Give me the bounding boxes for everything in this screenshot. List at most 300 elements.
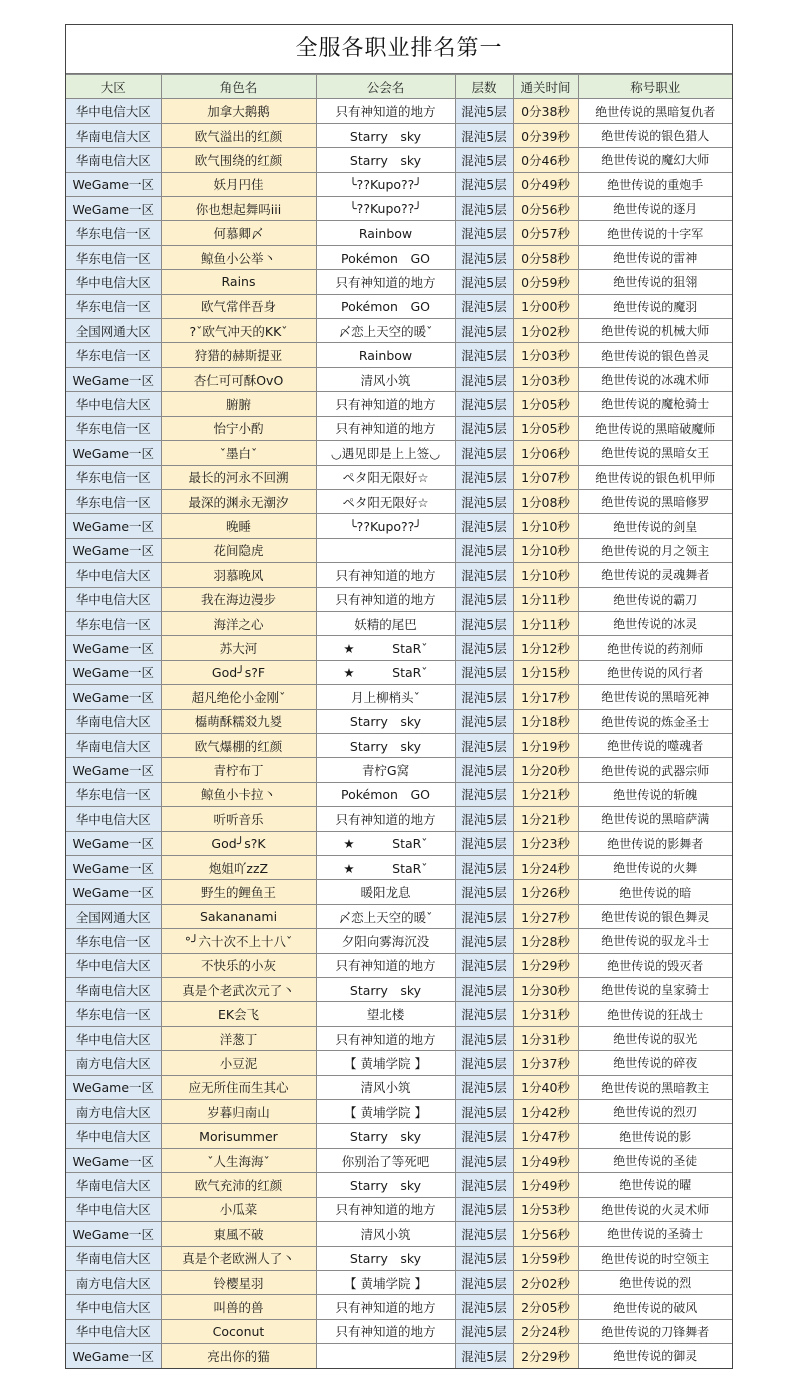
cell-title-job: 绝世传说的烈刃 [578, 1100, 732, 1124]
cell-floor: 混沌5层 [455, 1197, 513, 1221]
cell-clear-time: 1分26秒 [513, 880, 578, 904]
cell-region: 华中电信大区 [66, 1026, 161, 1050]
cell-guild-name: Starry sky [316, 1173, 455, 1197]
cell-title-job: 绝世传说的银色猎人 [578, 123, 732, 147]
table-row [66, 611, 732, 635]
cell-guild-name: 妖精的尾巴 [316, 611, 455, 635]
table-row [66, 929, 732, 953]
cell-role-name: 怡宁小酌 [161, 416, 316, 440]
cell-region: WeGame一区 [66, 758, 161, 782]
cell-clear-time: 1分10秒 [513, 538, 578, 562]
table-row [66, 904, 732, 928]
cell-role-name: 应无所住而生其心 [161, 1075, 316, 1099]
cell-title-job: 绝世传说的逐月 [578, 197, 732, 221]
cell-clear-time: 1分29秒 [513, 953, 578, 977]
cell-role-name: 苏大河 [161, 636, 316, 660]
table-row [66, 245, 732, 269]
cell-region: 南方电信大区 [66, 1270, 161, 1294]
cell-role-name: 東風不破 [161, 1222, 316, 1246]
cell-role-name: 加拿大鹅鹅 [161, 99, 316, 123]
cell-clear-time: 0分58秒 [513, 245, 578, 269]
table-row [66, 1319, 732, 1343]
cell-clear-time: 1分30秒 [513, 978, 578, 1002]
cell-region: 华中电信大区 [66, 953, 161, 977]
cell-role-name: Sakananami [161, 904, 316, 928]
cell-floor: 混沌5层 [455, 489, 513, 513]
cell-floor: 混沌5层 [455, 758, 513, 782]
cell-clear-time: 0分56秒 [513, 197, 578, 221]
table-row [66, 514, 732, 538]
cell-title-job: 绝世传说的冰灵 [578, 611, 732, 635]
cell-floor: 混沌5层 [455, 807, 513, 831]
cell-guild-name: 望北楼 [316, 1002, 455, 1026]
cell-title-job: 绝世传说的影 [578, 1124, 732, 1148]
cell-clear-time: 1分21秒 [513, 782, 578, 806]
cell-clear-time: 1分07秒 [513, 465, 578, 489]
cell-region: WeGame一区 [66, 1222, 161, 1246]
cell-title-job: 绝世传说的黑暗复仇者 [578, 99, 732, 123]
cell-title-job: 绝世传说的噬魂者 [578, 733, 732, 757]
table-row [66, 221, 732, 245]
cell-region: 华中电信大区 [66, 807, 161, 831]
cell-role-name: 鲸鱼小卡拉丶 [161, 782, 316, 806]
table-row [66, 123, 732, 147]
table-row [66, 685, 732, 709]
cell-role-name: 小豆泥 [161, 1051, 316, 1075]
header-clear-time: 通关时间 [513, 75, 578, 99]
table-row [66, 367, 732, 391]
header-guild-name: 公会名 [316, 75, 455, 99]
cell-role-name: 岁暮归南山 [161, 1100, 316, 1124]
table-row [66, 733, 732, 757]
table-row [66, 392, 732, 416]
cell-title-job: 绝世传说的雷神 [578, 245, 732, 269]
cell-guild-name: ╰??Kupo??╯ [316, 172, 455, 196]
cell-guild-name: 清风小筑 [316, 1222, 455, 1246]
cell-role-name: Morisummer [161, 1124, 316, 1148]
cell-clear-time: 1分15秒 [513, 660, 578, 684]
cell-region: WeGame一区 [66, 636, 161, 660]
cell-guild-name: Starry sky [316, 733, 455, 757]
cell-floor: 混沌5层 [455, 782, 513, 806]
cell-clear-time: 1分19秒 [513, 733, 578, 757]
cell-guild-name: 只有神知道的地方 [316, 270, 455, 294]
cell-guild-name: ★ StaRˇ [316, 856, 455, 880]
cell-title-job: 绝世传说的风行者 [578, 660, 732, 684]
cell-title-job: 绝世传说的影舞者 [578, 831, 732, 855]
header-role-name: 角色名 [161, 75, 316, 99]
cell-title-job: 绝世传说的狙翎 [578, 270, 732, 294]
cell-title-job: 绝世传说的黑暗死神 [578, 685, 732, 709]
cell-region: 华南电信大区 [66, 123, 161, 147]
cell-clear-time: 1分24秒 [513, 856, 578, 880]
cell-guild-name [316, 538, 455, 562]
cell-title-job: 绝世传说的剑皇 [578, 514, 732, 538]
cell-clear-time: 1分05秒 [513, 416, 578, 440]
cell-floor: 混沌5层 [455, 1319, 513, 1343]
cell-clear-time: 1分11秒 [513, 611, 578, 635]
cell-region: 华东电信一区 [66, 465, 161, 489]
cell-guild-name: 只有神知道的地方 [316, 1295, 455, 1319]
table-row [66, 758, 732, 782]
cell-region: WeGame一区 [66, 172, 161, 196]
cell-role-name: 超凡绝伦小金刚ˇ [161, 685, 316, 709]
cell-role-name: Rains [161, 270, 316, 294]
cell-title-job: 绝世传说的灵魂舞者 [578, 563, 732, 587]
cell-guild-name: 只有神知道的地方 [316, 563, 455, 587]
cell-region: WeGame一区 [66, 514, 161, 538]
cell-guild-name: 【 黄埔学院 】 [316, 1270, 455, 1294]
cell-region: WeGame一区 [66, 441, 161, 465]
header-title-job: 称号职业 [578, 75, 732, 99]
cell-title-job: 绝世传说的魔幻大师 [578, 148, 732, 172]
cell-floor: 混沌5层 [455, 953, 513, 977]
table-row [66, 294, 732, 318]
cell-title-job: 绝世传说的银色机甲师 [578, 465, 732, 489]
cell-guild-name: ◡遇见即是上上签◡ [316, 441, 455, 465]
cell-role-name: 杏仁可可酥OvO [161, 367, 316, 391]
cell-guild-name: Starry sky [316, 1124, 455, 1148]
cell-guild-name: Pokémon GO [316, 245, 455, 269]
cell-guild-name: 只有神知道的地方 [316, 1319, 455, 1343]
cell-guild-name: Starry sky [316, 978, 455, 1002]
cell-guild-name: Starry sky [316, 123, 455, 147]
cell-region: WeGame一区 [66, 367, 161, 391]
cell-title-job: 绝世传说的圣徒 [578, 1148, 732, 1172]
cell-clear-time: 2分29秒 [513, 1344, 578, 1368]
cell-region: WeGame一区 [66, 1344, 161, 1368]
cell-role-name: 洋葱丁 [161, 1026, 316, 1050]
table-row [66, 709, 732, 733]
cell-role-name: 狩猎的赫斯提亚 [161, 343, 316, 367]
cell-guild-name: 〆恋上天空的暖ˇ [316, 319, 455, 343]
table-row [66, 99, 732, 123]
table-row [66, 953, 732, 977]
table-row [66, 587, 732, 611]
cell-title-job: 绝世传说的时空领主 [578, 1246, 732, 1270]
cell-floor: 混沌5层 [455, 733, 513, 757]
cell-title-job: 绝世传说的黑暗教主 [578, 1075, 732, 1099]
cell-floor: 混沌5层 [455, 343, 513, 367]
table-row [66, 1148, 732, 1172]
cell-clear-time: 1分20秒 [513, 758, 578, 782]
cell-clear-time: 2分24秒 [513, 1319, 578, 1343]
table-body [66, 99, 732, 1368]
cell-region: 南方电信大区 [66, 1051, 161, 1075]
cell-floor: 混沌5层 [455, 636, 513, 660]
cell-region: WeGame一区 [66, 685, 161, 709]
cell-clear-time: 1分05秒 [513, 392, 578, 416]
cell-role-name: 我在海边漫步 [161, 587, 316, 611]
cell-guild-name: Pokémon GO [316, 782, 455, 806]
cell-floor: 混沌5层 [455, 1295, 513, 1319]
cell-role-name: 腑腑 [161, 392, 316, 416]
cell-floor: 混沌5层 [455, 392, 513, 416]
cell-floor: 混沌5层 [455, 514, 513, 538]
cell-title-job: 绝世传说的破风 [578, 1295, 732, 1319]
cell-title-job: 绝世传说的斩魄 [578, 782, 732, 806]
cell-guild-name: ╰??Kupo??╯ [316, 514, 455, 538]
cell-title-job: 绝世传说的御灵 [578, 1344, 732, 1368]
cell-role-name: 欧气爆棚的红颜 [161, 733, 316, 757]
cell-role-name: 晚睡 [161, 514, 316, 538]
cell-clear-time: 1分06秒 [513, 441, 578, 465]
cell-role-name: 花间隐虎 [161, 538, 316, 562]
cell-title-job: 绝世传说的烈 [578, 1270, 732, 1294]
cell-floor: 混沌5层 [455, 172, 513, 196]
cell-clear-time: 1分49秒 [513, 1148, 578, 1172]
table-row [66, 782, 732, 806]
cell-title-job: 绝世传说的银色兽灵 [578, 343, 732, 367]
cell-clear-time: 1分11秒 [513, 587, 578, 611]
table-row [66, 1222, 732, 1246]
cell-role-name: 欧气溢出的红颜 [161, 123, 316, 147]
cell-region: WeGame一区 [66, 1075, 161, 1099]
cell-floor: 混沌5层 [455, 611, 513, 635]
cell-title-job: 绝世传说的驭龙斗士 [578, 929, 732, 953]
table-row [66, 270, 732, 294]
cell-title-job: 绝世传说的黑暗破魔师 [578, 416, 732, 440]
cell-clear-time: 1分56秒 [513, 1222, 578, 1246]
cell-role-name: 鲸鱼小公举丶 [161, 245, 316, 269]
table-row [66, 856, 732, 880]
cell-role-name: 欧气围绕的红颜 [161, 148, 316, 172]
cell-clear-time: 1分31秒 [513, 1002, 578, 1026]
cell-role-name: 真是个老武次元了丶 [161, 978, 316, 1002]
cell-title-job: 绝世传说的炼金圣士 [578, 709, 732, 733]
table-row [66, 807, 732, 831]
cell-role-name: 欧气充沛的红颜 [161, 1173, 316, 1197]
cell-clear-time: 0分46秒 [513, 148, 578, 172]
table-row [66, 343, 732, 367]
cell-region: 全国网通大区 [66, 904, 161, 928]
cell-role-name: 海洋之心 [161, 611, 316, 635]
cell-clear-time: 1分17秒 [513, 685, 578, 709]
cell-clear-time: 0分57秒 [513, 221, 578, 245]
cell-guild-name: 只有神知道的地方 [316, 807, 455, 831]
cell-clear-time: 1分12秒 [513, 636, 578, 660]
cell-floor: 混沌5层 [455, 221, 513, 245]
cell-title-job: 绝世传说的月之领主 [578, 538, 732, 562]
cell-clear-time: 1分21秒 [513, 807, 578, 831]
cell-guild-name: Rainbow [316, 221, 455, 245]
cell-floor: 混沌5层 [455, 1002, 513, 1026]
cell-guild-name: 清风小筑 [316, 367, 455, 391]
table-row [66, 197, 732, 221]
cell-clear-time: 1分03秒 [513, 367, 578, 391]
cell-role-name: 野生的鲤鱼王 [161, 880, 316, 904]
cell-title-job: 绝世传说的黑暗修罗 [578, 489, 732, 513]
cell-role-name: 你也想起舞吗iii [161, 197, 316, 221]
table-row [66, 831, 732, 855]
cell-clear-time: 1分02秒 [513, 319, 578, 343]
cell-guild-name: ペタ阳无限好☆ [316, 465, 455, 489]
table-row [66, 416, 732, 440]
cell-role-name: ˇ墨白ˇ [161, 441, 316, 465]
cell-region: WeGame一区 [66, 1148, 161, 1172]
cell-region: 华东电信一区 [66, 782, 161, 806]
cell-floor: 混沌5层 [455, 685, 513, 709]
cell-guild-name: ★ StaRˇ [316, 636, 455, 660]
cell-title-job: 绝世传说的驭光 [578, 1026, 732, 1050]
table-row [66, 172, 732, 196]
cell-guild-name: Rainbow [316, 343, 455, 367]
cell-title-job: 绝世传说的冰魂术师 [578, 367, 732, 391]
cell-clear-time: 1分27秒 [513, 904, 578, 928]
table-row [66, 1295, 732, 1319]
cell-guild-name: 月上柳梢头ˇ [316, 685, 455, 709]
cell-floor: 混沌5层 [455, 587, 513, 611]
cell-guild-name: 只有神知道的地方 [316, 1026, 455, 1050]
cell-clear-time: 0分38秒 [513, 99, 578, 123]
cell-clear-time: 0分49秒 [513, 172, 578, 196]
cell-role-name: 欧气常伴吾身 [161, 294, 316, 318]
cell-region: WeGame一区 [66, 831, 161, 855]
cell-floor: 混沌5层 [455, 367, 513, 391]
cell-role-name: 炮姐吖zzZ [161, 856, 316, 880]
cell-floor: 混沌5层 [455, 1246, 513, 1270]
cell-floor: 混沌5层 [455, 563, 513, 587]
cell-floor: 混沌5层 [455, 245, 513, 269]
table-row [66, 1002, 732, 1026]
cell-title-job: 绝世传说的黑暗萨满 [578, 807, 732, 831]
cell-guild-name: Starry sky [316, 1246, 455, 1270]
cell-guild-name: 夕阳向雾海沉没 [316, 929, 455, 953]
cell-role-name: 㰁萌酥糯㸚九㚇 [161, 709, 316, 733]
cell-title-job: 绝世传说的魔羽 [578, 294, 732, 318]
cell-guild-name: Pokémon GO [316, 294, 455, 318]
cell-region: WeGame一区 [66, 880, 161, 904]
cell-region: 华中电信大区 [66, 1124, 161, 1148]
cell-role-name: 小瓜菜 [161, 1197, 316, 1221]
cell-guild-name: 暖阳龙息 [316, 880, 455, 904]
cell-region: 华东电信一区 [66, 294, 161, 318]
cell-role-name: God╯s?K [161, 831, 316, 855]
header-floor: 层数 [455, 75, 513, 99]
cell-clear-time: 1分53秒 [513, 1197, 578, 1221]
cell-role-name: ˇ人生海海ˇ [161, 1148, 316, 1172]
cell-role-name: Coconut [161, 1319, 316, 1343]
cell-role-name: 妖月円佳 [161, 172, 316, 196]
cell-role-name: 羽慕晚风 [161, 563, 316, 587]
cell-title-job: 绝世传说的火灵术师 [578, 1197, 732, 1221]
cell-floor: 混沌5层 [455, 1100, 513, 1124]
cell-floor: 混沌5层 [455, 538, 513, 562]
cell-region: 华东电信一区 [66, 245, 161, 269]
cell-role-name: 亮出你的猫 [161, 1344, 316, 1368]
cell-role-name: 最深的渊永无潮汐 [161, 489, 316, 513]
cell-role-name: ?ˇ欧气冲天的KKˇ [161, 319, 316, 343]
table-row [66, 489, 732, 513]
cell-floor: 混沌5层 [455, 1344, 513, 1368]
cell-region: WeGame一区 [66, 856, 161, 880]
cell-guild-name: 【 黄埔学院 】 [316, 1100, 455, 1124]
cell-title-job: 绝世传说的火舞 [578, 856, 732, 880]
cell-floor: 混沌5层 [455, 929, 513, 953]
cell-floor: 混沌5层 [455, 123, 513, 147]
cell-guild-name: 只有神知道的地方 [316, 392, 455, 416]
cell-floor: 混沌5层 [455, 880, 513, 904]
cell-title-job: 绝世传说的毁灭者 [578, 953, 732, 977]
cell-clear-time: 1分42秒 [513, 1100, 578, 1124]
cell-floor: 混沌5层 [455, 416, 513, 440]
cell-title-job: 绝世传说的重炮手 [578, 172, 732, 196]
ranking-table [66, 74, 732, 1368]
table-row [66, 660, 732, 684]
cell-clear-time: 1分28秒 [513, 929, 578, 953]
cell-region: 华中电信大区 [66, 563, 161, 587]
cell-region: 华中电信大区 [66, 1319, 161, 1343]
cell-region: 华中电信大区 [66, 392, 161, 416]
cell-clear-time: 1分10秒 [513, 563, 578, 587]
cell-guild-name: 【 黄埔学院 】 [316, 1051, 455, 1075]
cell-region: 华东电信一区 [66, 489, 161, 513]
header-region: 大区 [66, 75, 161, 99]
cell-floor: 混沌5层 [455, 904, 513, 928]
cell-clear-time: 1分03秒 [513, 343, 578, 367]
cell-title-job: 绝世传说的刀锋舞者 [578, 1319, 732, 1343]
table-row [66, 148, 732, 172]
cell-floor: 混沌5层 [455, 270, 513, 294]
cell-role-name: 青柠布丁 [161, 758, 316, 782]
cell-clear-time: 1分59秒 [513, 1246, 578, 1270]
cell-guild-name: ★ StaRˇ [316, 831, 455, 855]
cell-floor: 混沌5层 [455, 465, 513, 489]
cell-region: WeGame一区 [66, 538, 161, 562]
table-row [66, 1197, 732, 1221]
table-row [66, 636, 732, 660]
cell-region: WeGame一区 [66, 197, 161, 221]
cell-title-job: 绝世传说的银色舞灵 [578, 904, 732, 928]
table-row [66, 538, 732, 562]
table-row [66, 441, 732, 465]
table-row [66, 1270, 732, 1294]
cell-region: 华中电信大区 [66, 99, 161, 123]
cell-floor: 混沌5层 [455, 319, 513, 343]
cell-floor: 混沌5层 [455, 831, 513, 855]
table-row [66, 1344, 732, 1368]
cell-guild-name: 青柠G窝 [316, 758, 455, 782]
cell-role-name: 听听音乐 [161, 807, 316, 831]
ranking-sheet [65, 24, 733, 1369]
sheet-title: 全服各职业排名第一 [66, 25, 732, 74]
cell-region: 南方电信大区 [66, 1100, 161, 1124]
table-row [66, 978, 732, 1002]
table-row [66, 1246, 732, 1270]
cell-clear-time: 0分39秒 [513, 123, 578, 147]
cell-role-name: 铃樱星羽 [161, 1270, 316, 1294]
cell-region: 华东电信一区 [66, 343, 161, 367]
cell-clear-time: 1分49秒 [513, 1173, 578, 1197]
cell-title-job: 绝世传说的皇家骑士 [578, 978, 732, 1002]
cell-floor: 混沌5层 [455, 441, 513, 465]
cell-guild-name: ペタ阳无限好☆ [316, 489, 455, 513]
cell-region: 华南电信大区 [66, 1246, 161, 1270]
cell-role-name: 真是个老欧洲人了丶 [161, 1246, 316, 1270]
cell-clear-time: 1分23秒 [513, 831, 578, 855]
cell-floor: 混沌5层 [455, 1173, 513, 1197]
cell-title-job: 绝世传说的曜 [578, 1173, 732, 1197]
cell-guild-name: Starry sky [316, 709, 455, 733]
cell-guild-name: 清风小筑 [316, 1075, 455, 1099]
cell-title-job: 绝世传说的碎夜 [578, 1051, 732, 1075]
cell-role-name: 不快乐的小灰 [161, 953, 316, 977]
cell-clear-time: 2分02秒 [513, 1270, 578, 1294]
table-row [66, 465, 732, 489]
cell-title-job: 绝世传说的魔枪骑士 [578, 392, 732, 416]
cell-floor: 混沌5层 [455, 978, 513, 1002]
cell-floor: 混沌5层 [455, 856, 513, 880]
